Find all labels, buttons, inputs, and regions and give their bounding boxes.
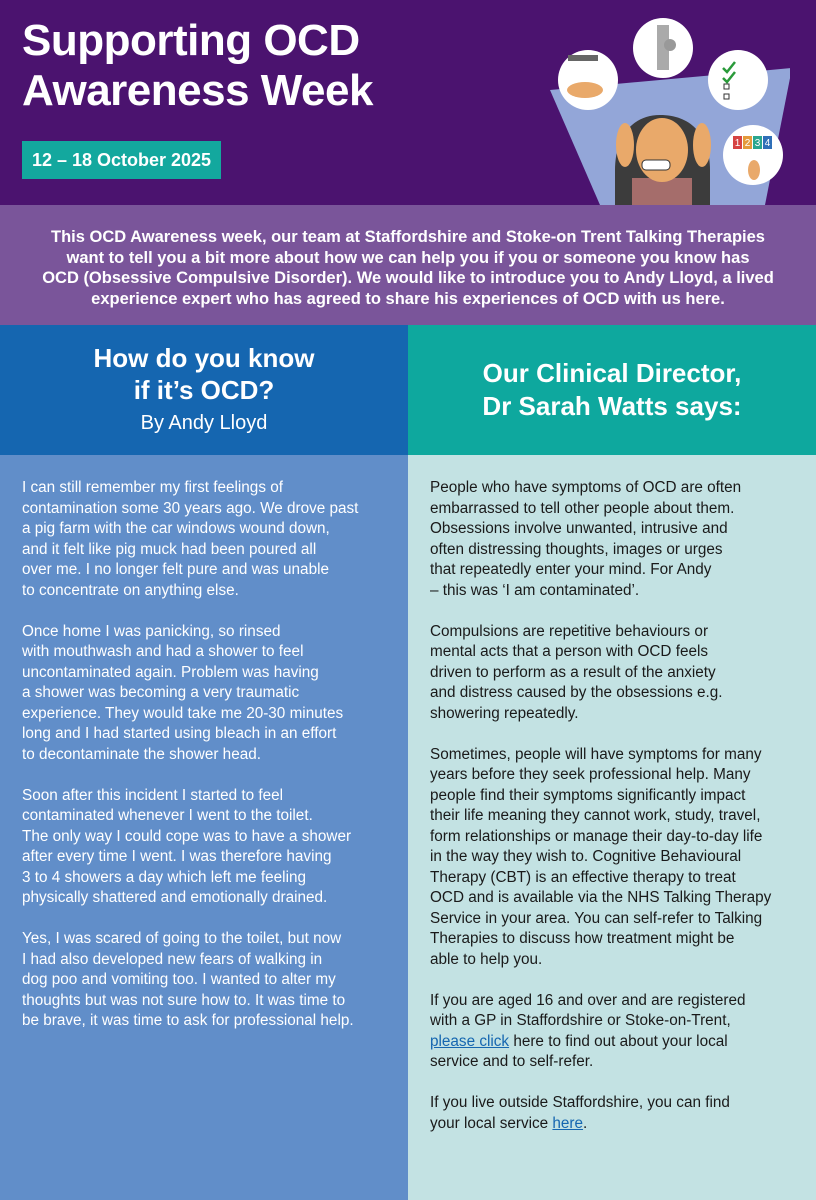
heading-line: Our Clinical Director, <box>482 358 742 388</box>
text-line: Service in your area. You can self-refer to Talking <box>430 909 763 927</box>
text-line: over me. I no longer felt pure and was unable <box>22 561 329 578</box>
text-line: driven to perform as a result of the anxiety <box>430 663 716 681</box>
text-line: Therapies to discuss how treatment might be <box>430 930 735 947</box>
text-line: years before they seek professional help. Many <box>430 766 751 783</box>
text-line: long and I had started using bleach in an effort <box>22 725 337 742</box>
paragraph <box>430 1093 816 1134</box>
paragraph <box>430 478 816 601</box>
text-line: I had also developed new fears of walking in <box>22 950 323 968</box>
director-statement <box>408 455 816 1200</box>
section-heading <box>0 342 408 406</box>
illustration-number: 3 <box>754 138 761 149</box>
text-line: If you live outside Staffordshire, you can find <box>430 1094 730 1111</box>
text-line: OCD (Obsessive Compulsive Disorder). We would like to introduce you to Andy Lloyd, a lived <box>42 269 774 287</box>
text-line: contaminated whenever I went to the toilet. <box>22 807 313 824</box>
text-line: Obsessions involve unwanted, intrusive and <box>430 520 728 537</box>
paragraph <box>430 745 816 971</box>
text-line: OCD and is available via the NHS Talking Therapy <box>430 889 772 906</box>
text-line <box>430 1032 816 1053</box>
text-line <box>430 1114 816 1135</box>
heading-line: How do you know <box>93 343 315 373</box>
text-line: – this was ‘I am contaminated’. <box>430 581 640 599</box>
text-line: embarrassed to tell other people about them. <box>430 499 735 517</box>
text-line: I can still remember my first feelings of <box>22 479 283 496</box>
text: your local service <box>430 1114 553 1132</box>
text-line: service and to self-refer. <box>430 1053 594 1070</box>
text-line: want to tell you a bit more about how we can help you if you or someone you know has <box>66 248 750 267</box>
text-line: Sometimes, people will have symptoms for many <box>430 745 762 763</box>
text-line: mental acts that a person with OCD feels <box>430 643 709 660</box>
text-line: and distress caused by the obsessions e.g. <box>430 684 723 701</box>
text-line: able to help you. <box>430 950 543 968</box>
text-line: dog poo and vomiting too. I wanted to alter my <box>22 971 336 988</box>
paragraph <box>430 991 816 1073</box>
page-title <box>22 16 373 116</box>
text-line: a shower was becoming a very traumatic <box>22 684 300 701</box>
intro-text <box>0 205 816 325</box>
title-line: Awareness Week <box>22 66 373 115</box>
heading-line: if it’s OCD? <box>133 375 275 405</box>
ocd-illustration <box>520 10 790 205</box>
paragraph <box>22 478 408 601</box>
text-line: showering repeatedly. <box>430 704 579 722</box>
text-line: experience. They would take me 20-30 minutes <box>22 704 344 722</box>
text-line: people find their symptoms significantly impact <box>430 786 746 804</box>
text-line: and it felt like pig muck had been poured all <box>22 540 317 558</box>
text-line: form relationships or manage their day-to-day life <box>430 827 763 845</box>
paragraph <box>22 622 408 766</box>
hero-banner <box>0 0 816 205</box>
here-link[interactable]: here <box>552 1114 584 1132</box>
text-line: with a GP in Staffordshire or Stoke-on-Trent, <box>430 1012 731 1029</box>
illustration-number: 4 <box>764 138 771 149</box>
text-line: after every time I went. I was therefore having <box>22 848 332 865</box>
text-line: Soon after this incident I started to feel <box>22 786 284 804</box>
text-line: If you are aged 16 and over and are registered <box>430 991 746 1009</box>
text-line: with mouthwash and had a shower to feel <box>22 643 304 660</box>
text-line: Compulsions are repetitive behaviours or <box>430 622 709 640</box>
text-line: Once home I was panicking, so rinsed <box>22 622 281 640</box>
text-line: uncontaminated again. Problem was having <box>22 663 319 681</box>
text-line: 3 to 4 showers a day which left me feeling <box>22 868 306 886</box>
text-line: be brave, it was time to ask for professional help. <box>22 1012 354 1029</box>
illustration-number: 2 <box>744 138 751 149</box>
text: here to find out about your local <box>509 1032 728 1050</box>
text-line: People who have symptoms of OCD are often <box>430 479 742 496</box>
text-line: a pig farm with the car windows wound down, <box>22 520 330 537</box>
text-line: Therapy (CBT) is an effective therapy to treat <box>430 868 736 886</box>
byline: By Andy Lloyd <box>140 412 268 434</box>
paragraph <box>22 786 408 909</box>
text-line: physically shattered and emotionally drained. <box>22 889 328 906</box>
director-heading-panel <box>408 325 816 455</box>
paragraph <box>22 929 408 1032</box>
text-line: Yes, I was scared of going to the toilet, but now <box>22 930 342 947</box>
text-line: that repeatedly enter your mind. For Andy <box>430 561 712 578</box>
paragraph <box>430 622 816 725</box>
title-line: Supporting OCD <box>22 16 360 65</box>
text-line: This OCD Awareness week, our team at Staffordshire and Stoke-on Trent Talking Therapies <box>51 228 765 246</box>
text-line: contamination some 30 years ago. We drove past <box>22 499 359 517</box>
text-line: their life meaning they cannot work, study, travel, <box>430 807 761 824</box>
text-line: thoughts but was not sure how to. It was time to <box>22 991 346 1009</box>
heading-line: Dr Sarah Watts says: <box>482 391 742 421</box>
andy-story <box>0 455 408 1200</box>
text-line: to decontaminate the shower head. <box>22 745 261 763</box>
section-heading <box>408 357 816 423</box>
text-line: in the way they wish to. Cognitive Behavioural <box>430 848 742 865</box>
illustration-number: 1 <box>734 138 741 149</box>
please-click-link[interactable]: please click <box>430 1032 510 1050</box>
text-line: experience expert who has agreed to share his experiences of OCD with us here. <box>91 289 725 308</box>
text: . <box>583 1114 588 1132</box>
date-badge: 12 – 18 October 2025 <box>22 141 221 179</box>
text-line: often distressing thoughts, images or urges <box>430 540 723 558</box>
text-line: to concentrate on anything else. <box>22 581 239 599</box>
andy-heading-panel <box>0 325 408 455</box>
text-line: The only way I could cope was to have a shower <box>22 827 352 845</box>
